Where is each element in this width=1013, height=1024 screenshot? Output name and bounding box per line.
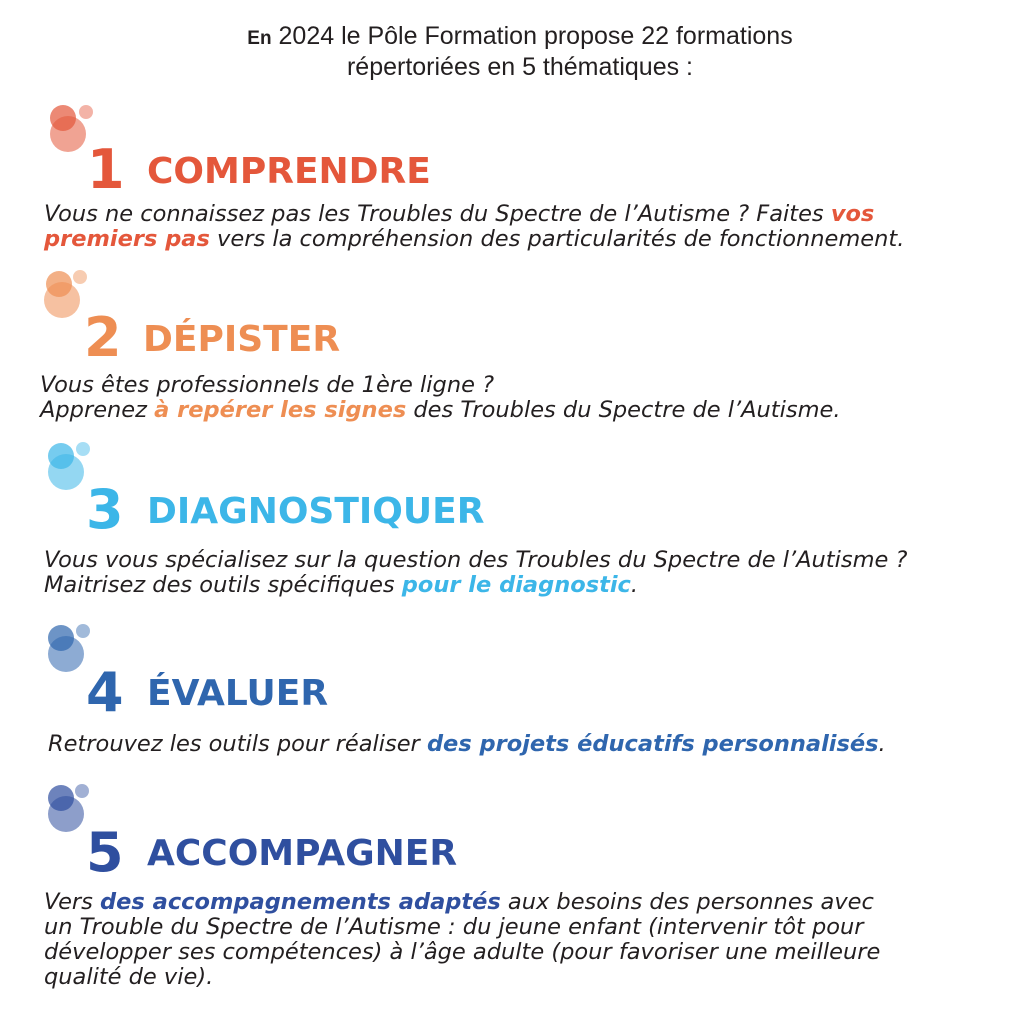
theme-description: Vers des accompagnements adaptés aux besoins des personnes avec un Trouble du Spectre de l’Autisme : du jeune enfant (intervenir tôt pour développer ses compétences) à l’âge adulte (pour favoriser une meilleure qualité de vie). [44,889,881,990]
intro-line-2: répertoriées en 5 thématiques : [346,53,694,81]
theme-number: 4 [86,661,124,724]
theme-number: 5 [86,821,124,884]
theme-number: 3 [86,478,124,541]
theme-number: 2 [84,306,122,369]
theme-description: Vous ne connaissez pas les Troubles du Spectre de l’Autisme ? Faites vos premiers pas vers la compréhension des particularités de fonctionnement. [44,201,905,252]
theme-number: 1 [87,138,125,201]
intro-heading [0,22,1013,81]
theme-title: DÉPISTER [143,319,341,360]
theme-description: Vous êtes professionnels de 1ère ligne ? Apprenez à repérer les signes des Troubles du Spectre de l’Autisme. [40,372,841,423]
theme-description: Retrouvez les outils pour réaliser des projets éducatifs personnalisés. [48,731,886,757]
theme-title: ACCOMPAGNER [147,833,458,874]
theme-title: COMPRENDRE [147,151,431,192]
theme-description: Vous vous spécialisez sur la question des Troubles du Spectre de l’Autisme ? Maitrisez des outils spécifiques pour le diagnostic. [44,547,908,598]
intro-line-1: En 2024 le Pôle Formation propose 22 formations [247,22,793,50]
theme-title: ÉVALUER [147,673,329,714]
theme-title: DIAGNOSTIQUER [147,491,485,532]
